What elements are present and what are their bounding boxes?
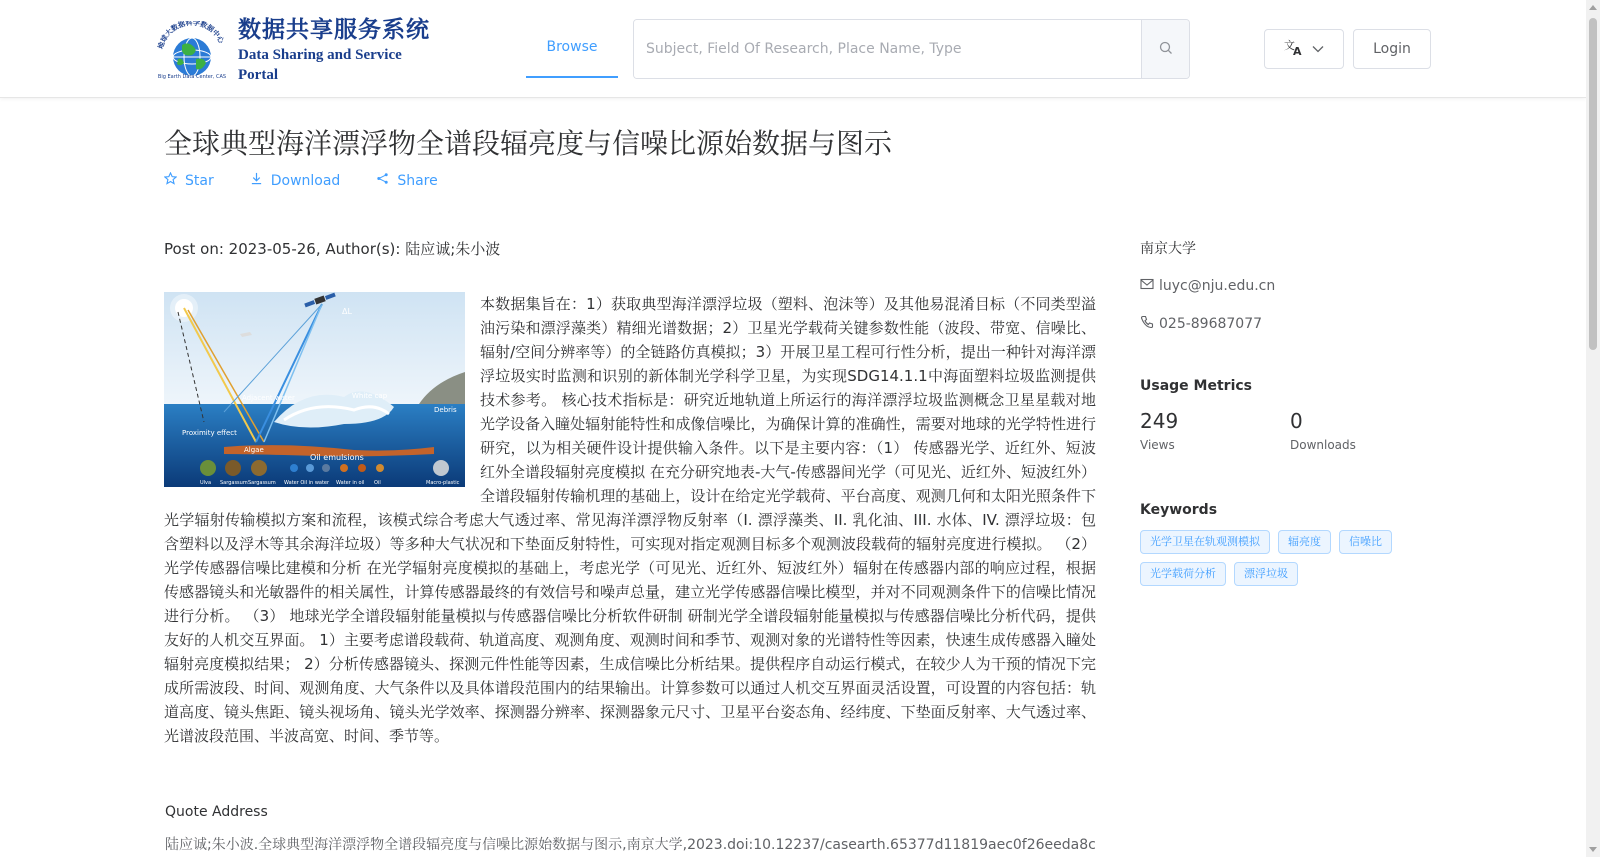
phone-row (1140, 314, 1440, 334)
download-label: Download (270, 172, 341, 189)
search-bar (633, 19, 1190, 79)
email-row[interactable] (1140, 276, 1440, 296)
language-dropdown[interactable] (1264, 29, 1344, 69)
star-icon (164, 172, 177, 189)
svg-text:Proximity effect: Proximity effect (182, 429, 237, 437)
svg-text:Ulva Sargassum Sar: Ulva Sargassum Sargassum Water Oil in water Water in oil Oil Macro-plastic (200, 480, 460, 486)
keyword-tag[interactable]: 光学卫星在轨观测模拟 (1140, 530, 1270, 554)
globe-logo-icon (152, 21, 232, 79)
scrollbar-thumb[interactable] (1589, 18, 1597, 350)
top-header (0, 0, 1586, 98)
share-icon (376, 172, 389, 189)
email-text: luyc@nju.edu.cn (1159, 278, 1276, 294)
svg-text:Oil emulsions: Oil emulsions (310, 453, 364, 462)
scroll-down-arrow-icon[interactable] (1589, 847, 1597, 852)
site-logo[interactable] (152, 17, 442, 83)
keyword-list (1140, 530, 1430, 586)
views-count: 249 (1140, 409, 1179, 433)
phone-text: 025-89687077 (1159, 316, 1263, 332)
login-button[interactable]: Login (1353, 29, 1431, 69)
svg-text:Debris: Debris (434, 406, 457, 414)
nav-browse-tab[interactable]: Browse (526, 18, 618, 78)
download-icon (250, 172, 263, 189)
svg-text:ΔL: ΔL (342, 307, 352, 316)
svg-text:Big Earth Data Center, CAS: Big Earth Data Center, CAS (157, 74, 227, 79)
phone-icon (1140, 315, 1154, 333)
views-label: Views (1140, 438, 1175, 452)
search-icon (1159, 40, 1173, 59)
search-button[interactable] (1141, 20, 1189, 78)
logo-title-en: Data Sharing and Service Portal (238, 47, 402, 83)
scroll-up-arrow-icon[interactable] (1589, 5, 1597, 10)
keyword-tag[interactable]: 信噪比 (1339, 530, 1392, 554)
post-info: Post on: 2023-05-26, Author(s): 陆应诚;朱小波 (164, 240, 501, 258)
star-label: Star (185, 172, 214, 189)
downloads-count: 0 (1290, 409, 1303, 433)
keyword-tag[interactable]: 漂浮垃圾 (1234, 562, 1298, 586)
views-metric (1140, 408, 1290, 452)
quote-address-text[interactable]: 陆应诚;朱小波.全球典型海洋漂浮物全谱段辐亮度与信噪比源始数据与图示,南京大学,2023.doi:10.12237/casearth.65377d11819aec0f26eeda8c (165, 837, 1096, 853)
organization-name: 南京大学 (1140, 241, 1196, 257)
svg-text:文: 文 (1284, 39, 1295, 52)
logo-title-cn: 数据共享服务系统 (238, 17, 430, 43)
quote-address-label: Quote Address (165, 804, 268, 820)
dataset-actions (164, 172, 438, 189)
usage-metrics (1140, 408, 1440, 452)
share-label: Share (397, 172, 438, 189)
downloads-metric (1290, 408, 1440, 452)
svg-text:White cap: White cap (352, 392, 388, 400)
star-button[interactable] (164, 172, 214, 189)
svg-text:A: A (1293, 45, 1302, 56)
usage-metrics-title: Usage Metrics (1140, 378, 1252, 394)
svg-text:Algae: Algae (244, 446, 264, 454)
download-button[interactable] (250, 172, 341, 189)
page-title: 全球典型海洋漂浮物全谱段辐亮度与信噪比源始数据与图示 (164, 127, 893, 160)
downloads-label: Downloads (1290, 438, 1356, 452)
search-input[interactable] (634, 20, 1141, 78)
page-scrollbar[interactable] (1586, 0, 1600, 857)
keyword-tag[interactable]: 辐亮度 (1278, 530, 1331, 554)
keywords-title: Keywords (1140, 502, 1218, 518)
keyword-tag[interactable]: 光学载荷分析 (1140, 562, 1226, 586)
description-text: 本数据集旨在：1）获取典型海洋漂浮垃圾（塑料、泡沫等）及其他易混淆目标（不同类型溢油污染和漂浮藻类）精细光谱数据；2）卫星光学载荷关键参数性能（波段、带宽、信噪比、辐射/空间分辨率等）的全链路仿真模拟；3）开展卫星工程可行性分析，提出一种针对海洋漂浮垃圾实时监测和识别的新体制光学科学卫星，为实现SDG14.1.1中海面塑料垃圾监测提供技术参考。 核心技术指标是：研究近地轨道上所运行的海洋漂浮垃圾监测概念卫星星载对地光学设备入瞳处辐射能特性和成像信噪比，为确保计算的准确性，需要对地球的光学特性进行研究，以为相关硬件设计提供输入条件。以下是主要内容：（1） 传感器光学、近红外、短波红外全谱段辐射亮度模拟 在充分研究地表-大气-传感器间光学（可见光、近红外、短波红外）全谱段辐射传输机理的基础上，设计在给定光学载荷、平台高度、观测几何和太阳光照条件下光学辐射传输模拟方案和流程，该模式综合考虑大气透过率、常见海洋漂浮物反射率（I. 漂浮藻类、II. 乳化油、III. 水体、IV. 漂浮垃圾：包含塑料以及浮木等其余海洋垃圾）等多种大气状况和下垫面反射特性，可实现对指定观测目标多个观测波段载荷的辐射亮度进行模拟。 （2） 光学传感器信噪比建模和分析 在光学辐射亮度模拟的基础上，考虑光学（可见光、近红外、短波红外）辐射在传感器内部的响应过程，根据传感器镜头和光敏器件的相关属性，计算传感器最终的有效信号和噪声总量，建立光学传感器信噪比模型，并对不同观测条件下的信噪比情况进行分析。 （3） 地球光学全谱段辐射能量模拟与传感器信噪比分析软件研制 研制光学全谱段辐射能量模拟与传感器信噪比分析代码，提供友好的人机交互界面。 1）主要考虑谱段载荷、轨道高度、观测角度、观测时间和季节、观测对象的光谱特性等因素，快速生成传感器入瞳处辐射亮度模拟结果； 2）分析传感器镜头、探测元件性能等因素，生成信噪比分析结果。提供程序自动运行模式，在较少人为干预的情况下完成所需波段、时间、观测角度、大气条件以及具体谱段范围内的结果输出。计算参数可以通过人机交互界面灵活设置，可设置的内容包括：轨道高度、镜头焦距、镜头视场角、镜头光学效率、探测器分辨率、探测器象元尺寸、卫星平台姿态角、经纬度、下垫面反射率、大气透过率、光谱波段范围、半波高宽、时间、季节等。 (164, 295, 1096, 745)
mail-icon (1140, 278, 1154, 294)
svg-text:Adjacent water: Adjacent water (242, 394, 295, 402)
chevron-down-icon (1312, 41, 1324, 57)
dataset-description (164, 292, 1096, 748)
translate-icon (1284, 38, 1304, 60)
info-sidebar (1140, 238, 1440, 586)
svg-text:地球大数据科学数据中心: 地球大数据科学数据中心 (156, 21, 226, 50)
share-button[interactable] (376, 172, 437, 189)
